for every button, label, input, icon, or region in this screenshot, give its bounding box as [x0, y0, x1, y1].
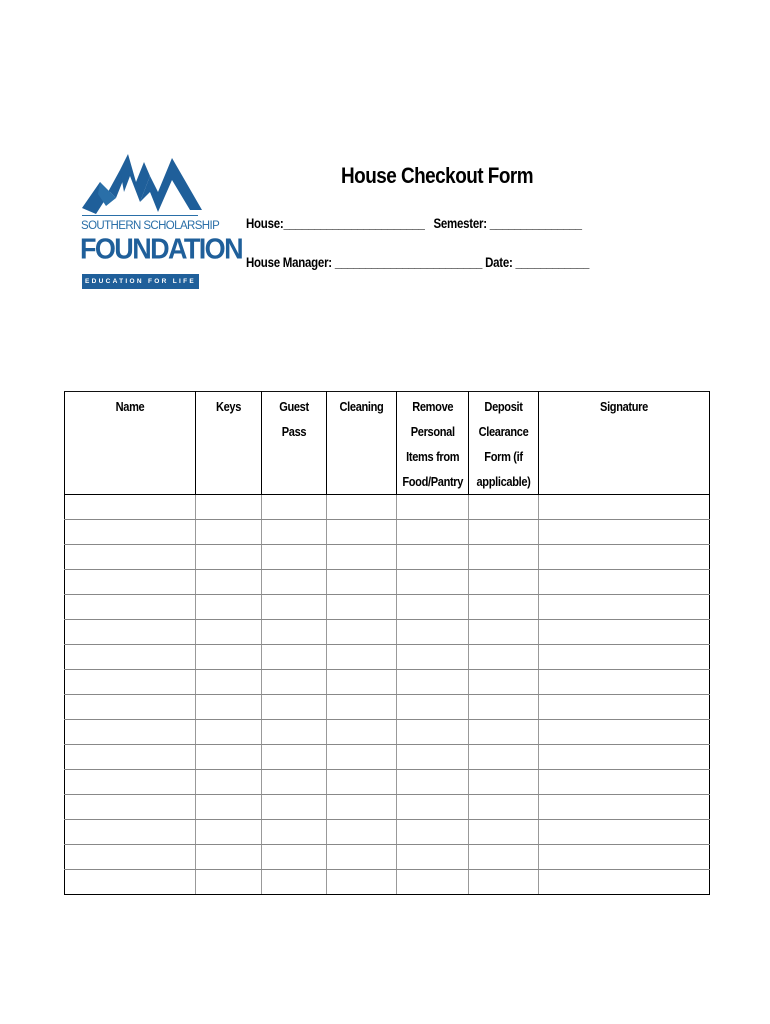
table-cell[interactable] [327, 620, 397, 645]
table-row [65, 820, 710, 845]
table-cell[interactable] [196, 820, 262, 845]
table-cell[interactable] [262, 770, 327, 795]
table-cell[interactable] [397, 520, 469, 545]
table-cell[interactable] [196, 795, 262, 820]
table-cell[interactable] [469, 795, 539, 820]
table-row [65, 670, 710, 695]
logo-divider [82, 215, 198, 216]
table-row [65, 695, 710, 720]
table-cell[interactable] [196, 520, 262, 545]
table-cell[interactable] [262, 620, 327, 645]
table-cell[interactable] [262, 520, 327, 545]
table-cell[interactable] [327, 770, 397, 795]
table-cell[interactable] [262, 495, 327, 520]
table-cell[interactable] [196, 745, 262, 770]
table-cell[interactable] [397, 645, 469, 670]
table-cell[interactable] [539, 770, 710, 795]
table-cell[interactable] [397, 695, 469, 720]
table-cell[interactable] [196, 570, 262, 595]
semester-label: Semester: [433, 215, 487, 231]
house-label: House: [246, 215, 284, 231]
table-cell[interactable] [539, 795, 710, 820]
table-cell[interactable] [397, 545, 469, 570]
column-header-keys: Keys [196, 392, 262, 495]
table-cell[interactable] [397, 620, 469, 645]
table-cell[interactable] [327, 645, 397, 670]
table-cell[interactable] [539, 845, 710, 870]
table-cell[interactable] [327, 745, 397, 770]
table-cell[interactable] [65, 695, 196, 720]
table-cell[interactable] [196, 670, 262, 695]
checkout-table [64, 391, 710, 895]
table-row [65, 795, 710, 820]
table-cell[interactable] [65, 595, 196, 620]
table-header-row [65, 392, 710, 495]
table-cell[interactable] [65, 545, 196, 570]
table-cell[interactable] [469, 570, 539, 595]
table-cell[interactable] [262, 795, 327, 820]
table-cell[interactable] [469, 745, 539, 770]
table-cell[interactable] [469, 695, 539, 720]
table-cell[interactable] [196, 695, 262, 720]
column-header-cleaning: Cleaning [327, 392, 397, 495]
table-cell[interactable] [65, 770, 196, 795]
table-cell[interactable] [327, 845, 397, 870]
table-cell[interactable] [262, 720, 327, 745]
logo-org-name-top: SOUTHERN SCHOLARSHIP [81, 220, 220, 232]
table-cell[interactable] [539, 820, 710, 845]
house-semester-line [246, 215, 582, 231]
table-cell[interactable] [196, 720, 262, 745]
table-cell[interactable] [65, 820, 196, 845]
table-cell[interactable] [65, 870, 196, 895]
house-manager-field[interactable]: ________________________ [334, 254, 483, 270]
table-cell[interactable] [469, 820, 539, 845]
table-cell[interactable] [397, 495, 469, 520]
table-cell[interactable] [327, 720, 397, 745]
table-row [65, 545, 710, 570]
table-cell[interactable] [397, 795, 469, 820]
column-header-signature: Signature [539, 392, 710, 495]
table-cell[interactable] [397, 820, 469, 845]
table-cell[interactable] [327, 670, 397, 695]
table-cell[interactable] [397, 770, 469, 795]
table-cell[interactable] [65, 495, 196, 520]
table-cell[interactable] [539, 745, 710, 770]
table-cell[interactable] [539, 570, 710, 595]
table-row [65, 770, 710, 795]
table-cell[interactable] [397, 870, 469, 895]
table-row [65, 645, 710, 670]
table-cell[interactable] [196, 870, 262, 895]
table-cell[interactable] [262, 570, 327, 595]
table-cell[interactable] [65, 720, 196, 745]
table-body [65, 495, 710, 895]
table-cell[interactable] [469, 670, 539, 695]
table-cell[interactable] [469, 720, 539, 745]
column-header-name: Name [65, 392, 196, 495]
table-cell[interactable] [469, 495, 539, 520]
table-cell[interactable] [65, 620, 196, 645]
table-row [65, 720, 710, 745]
table-row [65, 845, 710, 870]
table-cell[interactable] [327, 495, 397, 520]
table-cell[interactable] [262, 545, 327, 570]
table-cell[interactable] [327, 870, 397, 895]
table-cell[interactable] [65, 745, 196, 770]
table-cell[interactable] [539, 720, 710, 745]
table-cell[interactable] [469, 620, 539, 645]
table-cell[interactable] [469, 645, 539, 670]
table-cell[interactable] [196, 495, 262, 520]
table-cell[interactable] [262, 645, 327, 670]
table-cell[interactable] [262, 670, 327, 695]
table-cell[interactable] [397, 845, 469, 870]
table-row [65, 570, 710, 595]
table-cell[interactable] [327, 820, 397, 845]
logo-org-name-main: FOUNDATION [80, 233, 242, 265]
table-row [65, 870, 710, 895]
table-cell[interactable] [196, 545, 262, 570]
table-cell[interactable] [469, 870, 539, 895]
table-row [65, 745, 710, 770]
table-row [65, 495, 710, 520]
table-cell[interactable] [262, 745, 327, 770]
table-cell[interactable] [397, 570, 469, 595]
table-cell[interactable] [539, 545, 710, 570]
table-cell[interactable] [65, 520, 196, 545]
table-cell[interactable] [539, 695, 710, 720]
logo-tagline: EDUCATION FOR LIFE [82, 274, 199, 289]
table-cell[interactable] [327, 695, 397, 720]
table-cell[interactable] [65, 845, 196, 870]
form-title: House Checkout Form [341, 163, 534, 188]
table-cell[interactable] [196, 770, 262, 795]
table-cell[interactable] [65, 645, 196, 670]
manager-date-line [246, 254, 589, 270]
table-cell[interactable] [397, 720, 469, 745]
table-cell[interactable] [539, 870, 710, 895]
table-cell[interactable] [327, 595, 397, 620]
table-cell[interactable] [262, 595, 327, 620]
table-cell[interactable] [397, 745, 469, 770]
table-cell[interactable] [327, 545, 397, 570]
date-field[interactable]: ____________ [515, 254, 590, 270]
table-cell[interactable] [65, 670, 196, 695]
table-cell[interactable] [539, 645, 710, 670]
table-cell[interactable] [539, 595, 710, 620]
table-cell[interactable] [397, 670, 469, 695]
table-cell[interactable] [539, 620, 710, 645]
table-cell[interactable] [469, 770, 539, 795]
table-cell[interactable] [196, 845, 262, 870]
table-cell[interactable] [327, 570, 397, 595]
table-cell[interactable] [196, 595, 262, 620]
table-cell[interactable] [196, 620, 262, 645]
table-cell[interactable] [469, 845, 539, 870]
table-cell[interactable] [65, 570, 196, 595]
table-row [65, 620, 710, 645]
table-cell[interactable] [397, 595, 469, 620]
table-cell[interactable] [327, 520, 397, 545]
table-cell[interactable] [196, 645, 262, 670]
foundation-logo [80, 152, 242, 292]
table-cell[interactable] [469, 520, 539, 545]
table-row [65, 595, 710, 620]
house-manager-label: House Manager: [246, 254, 332, 270]
table-cell[interactable] [262, 845, 327, 870]
column-header-guest-pass: Guest Pass [262, 392, 327, 495]
date-label: Date: [485, 254, 513, 270]
table-cell[interactable] [539, 495, 710, 520]
table-cell[interactable] [327, 795, 397, 820]
mountain-logo-icon [80, 152, 202, 214]
table-cell[interactable] [469, 595, 539, 620]
semester-field[interactable]: _______________ [489, 215, 582, 231]
table-cell[interactable] [262, 870, 327, 895]
table-cell[interactable] [539, 670, 710, 695]
table-cell[interactable] [262, 695, 327, 720]
column-header-remove-personal-items: Remove Personal Items from Food/Pantry [397, 392, 469, 495]
table-cell[interactable] [262, 820, 327, 845]
house-field[interactable]: _______________________ [283, 215, 425, 231]
table-row [65, 520, 710, 545]
table-cell[interactable] [65, 795, 196, 820]
table-cell[interactable] [539, 520, 710, 545]
column-header-deposit-clearance: Deposit Clearance Form (if applicable) [469, 392, 539, 495]
table-cell[interactable] [469, 545, 539, 570]
